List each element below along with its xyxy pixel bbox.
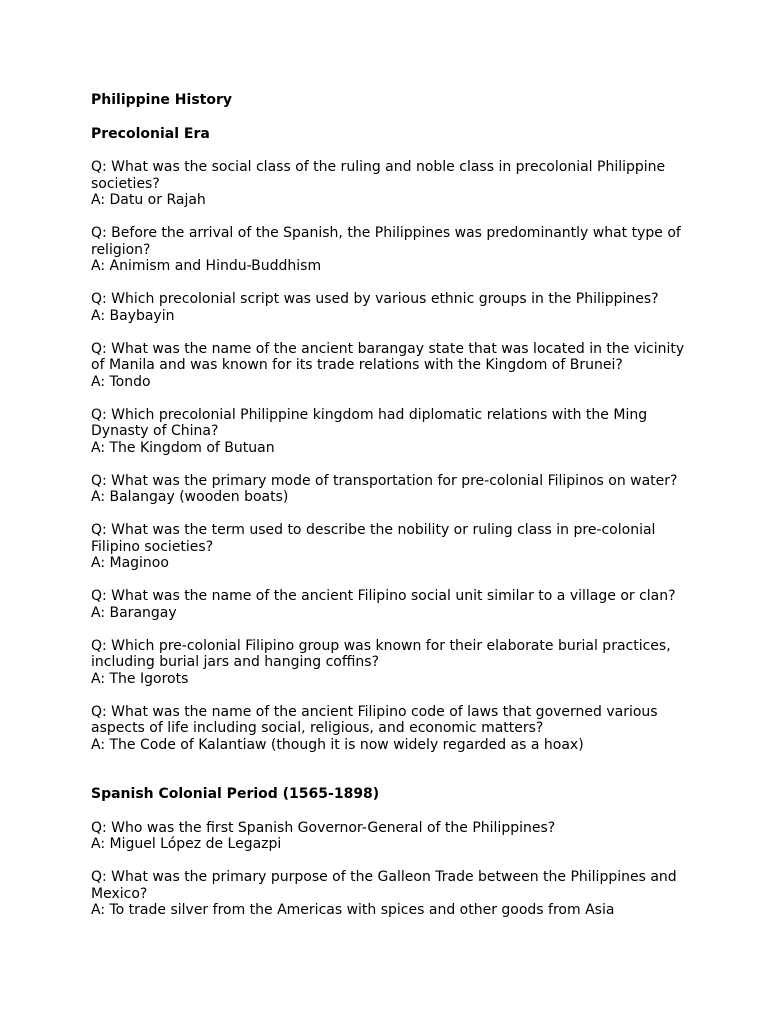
question: Q: What was the name of the ancient barangay state that was located in the vicinity of Manila and was known for its trade relations with the Kingdom of Brunei? [91, 340, 685, 373]
question: Q: What was the social class of the ruling and noble class in precolonial Philippine societies? [91, 159, 666, 192]
answer: A: Animism and Hindu-Buddhism [91, 258, 322, 274]
section-title-precolonial: Precolonial Era [91, 125, 210, 142]
qa-item [91, 473, 691, 506]
answer: A: The Code of Kalantiaw (though it is now widely regarded as a hoax) [91, 736, 584, 753]
question: Q: Which precolonial Philippine kingdom had diplomatic relations with the Ming Dynasty of China? [91, 406, 648, 439]
qa-item [91, 159, 691, 209]
answer: A: Balangay (wooden boats) [91, 489, 289, 505]
question: Q: Which precolonial script was used by various ethnic groups in the Philippines? [91, 291, 659, 307]
question: Q: Before the arrival of the Spanish, the Philippines was predominantly what type of religion? [91, 225, 681, 258]
answer: A: Miguel López de Legazpi [91, 836, 282, 852]
question: Q: Who was the first Spanish Governor-General of the Philippines? [91, 819, 556, 836]
question: Q: Which pre-colonial Filipino group was known for their elaborate burial practices, including burial jars and hanging coffins? [91, 637, 671, 670]
question: Q: What was the name of the ancient Filipino code of laws that governed various aspects of life including social, religious, and economic matters? [91, 703, 658, 736]
qa-item [91, 638, 691, 688]
answer: A: Barangay [91, 604, 177, 621]
answer: A: Baybayin [91, 307, 175, 324]
answer: A: Datu or Rajah [91, 192, 206, 208]
qa-item [91, 588, 691, 621]
question: Q: What was the primary purpose of the Galleon Trade between the Philippines and Mexico? [91, 869, 677, 902]
question: Q: What was the name of the ancient Filipino social unit similar to a village or clan? [91, 588, 676, 604]
answer: A: Maginoo [91, 555, 169, 571]
qa-item [91, 869, 691, 919]
qa-item [91, 225, 691, 275]
answer: A: The Igorots [91, 670, 189, 687]
document-content [91, 92, 691, 935]
qa-item [91, 704, 691, 754]
answer: A: Tondo [91, 373, 151, 390]
answer: A: The Kingdom of Butuan [91, 439, 275, 456]
question: Q: What was the primary mode of transportation for pre-colonial Filipinos on water? [91, 472, 678, 489]
qa-item [91, 341, 691, 391]
qa-item [91, 820, 691, 853]
qa-item [91, 407, 691, 457]
qa-item [91, 522, 691, 572]
section-title-spanish-colonial: Spanish Colonial Period (1565-1898) [91, 786, 380, 802]
qa-item [91, 291, 691, 324]
document-title: Philippine History [91, 92, 232, 108]
question: Q: What was the term used to describe the nobility or ruling class in pre-colonial Filipino societies? [91, 522, 656, 555]
answer: A: To trade silver from the Americas with spices and other goods from Asia [91, 902, 615, 918]
